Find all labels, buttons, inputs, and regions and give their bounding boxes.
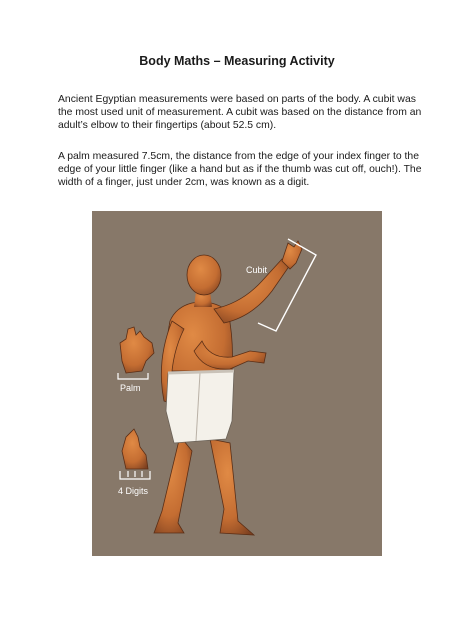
page-title: Body Maths – Measuring Activity <box>139 54 335 68</box>
digits-illustration <box>118 429 150 496</box>
cubit-label: Cubit <box>246 265 268 275</box>
palm-label: Palm <box>120 383 141 393</box>
man-figure <box>154 241 302 535</box>
digits-label: 4 Digits <box>118 486 149 496</box>
intro-paragraph: Ancient Egyptian measurements were based on parts of the body. A cubit was the most used unit of measurement. A cubit was based on the distance from an adult’s elbow to their fingertips (about 52.5 cm). <box>58 94 422 131</box>
cubit-measure <box>246 239 316 331</box>
palm-illustration <box>118 327 154 393</box>
palm-paragraph: A palm measured 7.5cm, the distance from the edge of your index finger to the edge of your little finger (like a hand but as if the thumb was cut off, ouch!). The width of a finger, just under 2cm, was known as a digit. <box>58 151 422 188</box>
illustration-svg <box>92 211 382 556</box>
egyptian-measurement-illustration <box>92 211 382 556</box>
